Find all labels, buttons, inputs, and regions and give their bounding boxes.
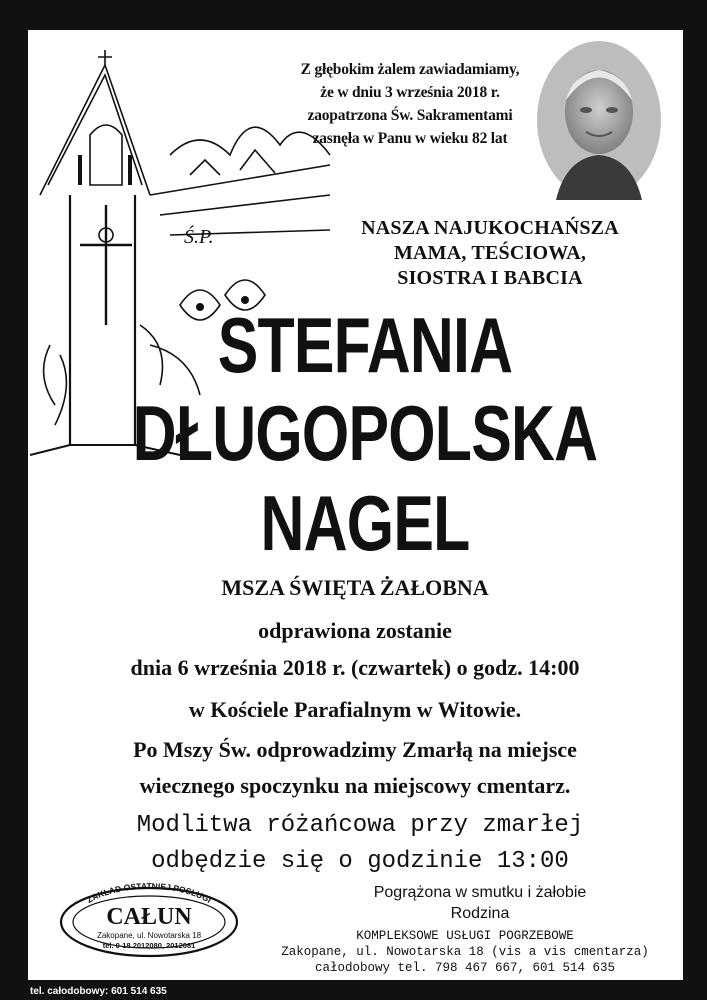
mass-place-line: w Kościele Parafialnym w Witowie. [188, 697, 522, 722]
company-phone: całodobowy tel. 798 467 667, 601 514 635 [314, 961, 616, 975]
rosary-line: Modlitwa różańcowa przy zmarłej [136, 812, 584, 839]
footer-phone: tel. całodobowy: 601 514 635 [30, 986, 167, 997]
announcement-intro [265, 58, 555, 150]
deceased-surname-1: DŁUGOPOLSKA [132, 389, 598, 477]
mass-title: MSZA ŚWIĘTA ŻAŁOBNA [221, 575, 489, 600]
logo-address: Zakopane, ul. Nowotarska 18 [96, 931, 202, 940]
mass-line: odprawiona zostanie [258, 618, 452, 643]
deceased-surname-2: NAGEL [260, 479, 470, 567]
family-line: Pogrążona w smutku i żałobie [373, 884, 587, 901]
sp-label: Ś.P. [184, 226, 214, 248]
company-address: Zakopane, ul. Nowotarska 18 (vis a vis cmentarza) [281, 945, 649, 959]
intro-line: że w dniu 3 września 2018 r. [320, 84, 500, 101]
logo-phones: tel. 0-18 2012080, 2012081 [102, 941, 196, 950]
rosary-line: odbędzie się o godzinie 13:00 [151, 848, 569, 875]
logo-brand: CAŁUN [106, 904, 192, 930]
mass-date-line: dnia 6 września 2018 r. (czwartek) o godz. 14:00 [130, 655, 580, 680]
logo-arc-text: ZAKŁAD OSTATNIEJ POSŁUGI [84, 880, 214, 905]
intro-line: zasnęła w Panu w wieku 82 lat [312, 130, 508, 147]
intro-line: zaopatrzona Św. Sakramentami [307, 107, 513, 124]
relation-line: NASZA NAJUKOCHAŃSZA [361, 217, 619, 239]
mass-line: wiecznego spoczynku na miejscowy cmentarz. [139, 773, 571, 798]
family-signature: Rodzina [450, 905, 510, 922]
relation-line: SIOSTRA I BABCIA [397, 267, 583, 289]
family-relation [300, 216, 680, 291]
company-services: KOMPLEKSOWE USŁUGI POGRZEBOWE [356, 929, 574, 943]
relation-line: MAMA, TEŚCIOWA, [393, 242, 587, 264]
mass-line: Po Mszy Św. odprowadzimy Zmarłą na miejsce [133, 737, 577, 762]
calun-funeral-logo [58, 878, 240, 958]
intro-line: Z głębokim żalem zawiadamiamy, [300, 61, 520, 78]
deceased-first-name: STEFANIA [217, 301, 513, 389]
